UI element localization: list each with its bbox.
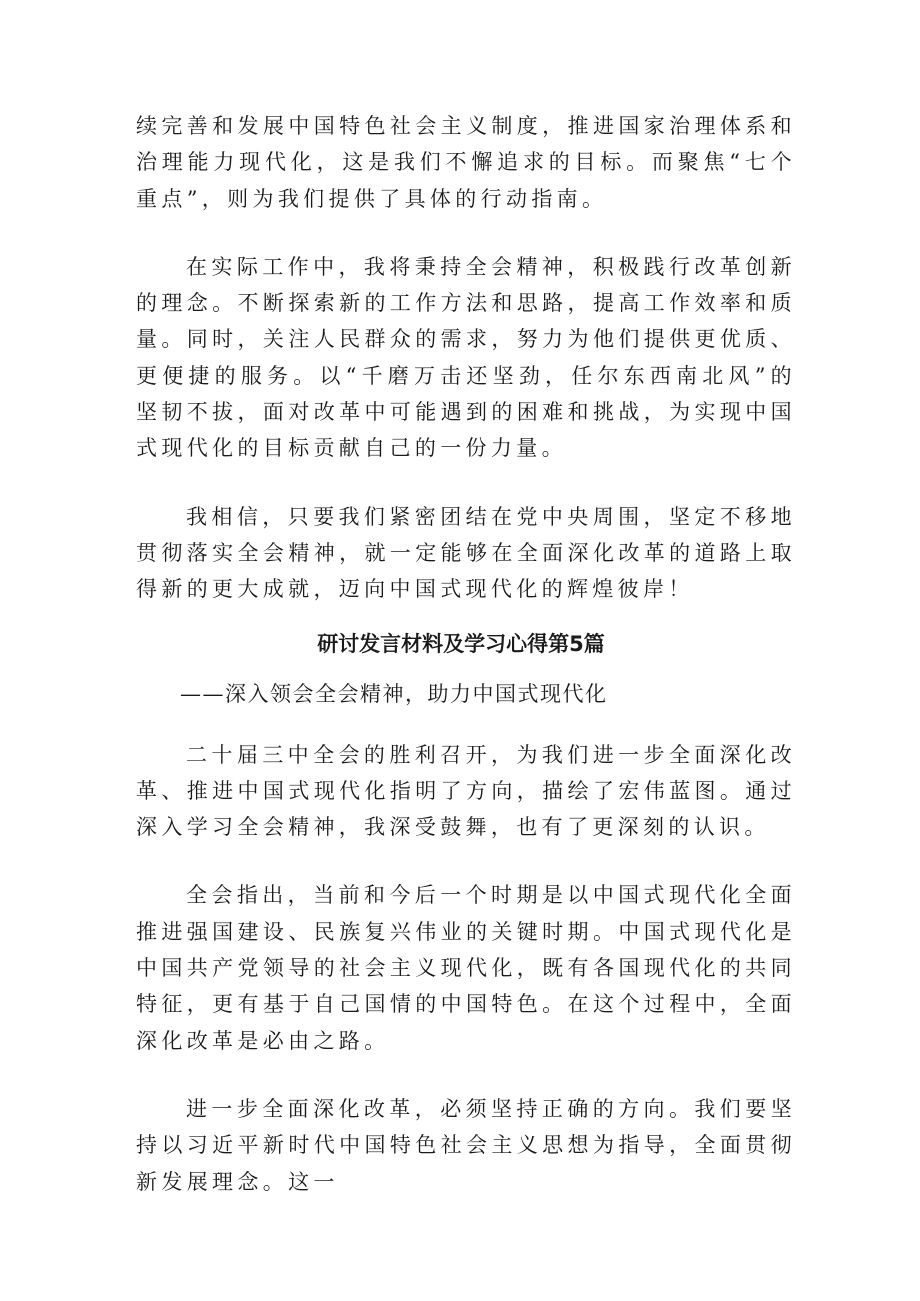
paragraph: 二十届三中全会的胜利召开，为我们进一步全面深化改革、推进中国式现代化指明了方向，描绘了宏伟蓝图。通过深入学习全会精神，我深受鼓舞，也有了更深刻的认识。 bbox=[136, 742, 796, 840]
subtitle-gap bbox=[0, 712, 920, 737]
paragraph-truncated: 进一步全面深化改革，必须坚持正确的方向。我们要坚持以习近平新时代中国特色社会主义思想为指导，全面贯彻新发展理念。这一 bbox=[136, 1096, 796, 1194]
section-subtitle: ——深入领会全会精神，助力中国式现代化 bbox=[180, 681, 608, 706]
paragraph-gap bbox=[0, 467, 920, 499]
paragraph: 在实际工作中，我将秉持全会精神，积极践行改革创新的理念。不断探索新的工作方法和思路，提高工作效率和质量。同时，关注人民群众的需求，努力为他们提供更优质、更便捷的服务。以“千磨万击还坚劲，任尔东西南北风”的坚韧不拔，面对改革中可能遇到的困难和挑战，为实现中国式现代化的目标贡献自己的一份力量。 bbox=[136, 254, 796, 461]
paragraph-gap bbox=[0, 217, 920, 249]
paragraph-gap bbox=[0, 845, 920, 877]
paragraph-gap bbox=[0, 1059, 920, 1091]
section-gap bbox=[0, 608, 920, 626]
section-title: 研讨发言材料及学习心得第5篇 bbox=[317, 631, 605, 656]
paragraph: 全会指出，当前和今后一个时期是以中国式现代化全面推进强国建设、民族复兴伟业的关键时期。中国式现代化是中国共产党领导的社会主义现代化，既有各国现代化的共同特征，更有基于自己国情的中国特色。在这个过程中，全面深化改革是必由之路。 bbox=[136, 883, 796, 1053]
title-gap bbox=[0, 662, 920, 676]
paragraph-continued: 续完善和发展中国特色社会主义制度，推进国家治理体系和治理能力现代化，这是我们不懈追求的目标。而聚焦“七个重点”，则为我们提供了具体的行动指南。 bbox=[136, 114, 796, 211]
paragraph: 我相信，只要我们紧密团结在党中央周围，坚定不移地贯彻落实全会精神，就一定能够在全面深化改革的道路上取得新的更大成就，迈向中国式现代化的辉煌彼岸！ bbox=[136, 504, 796, 602]
